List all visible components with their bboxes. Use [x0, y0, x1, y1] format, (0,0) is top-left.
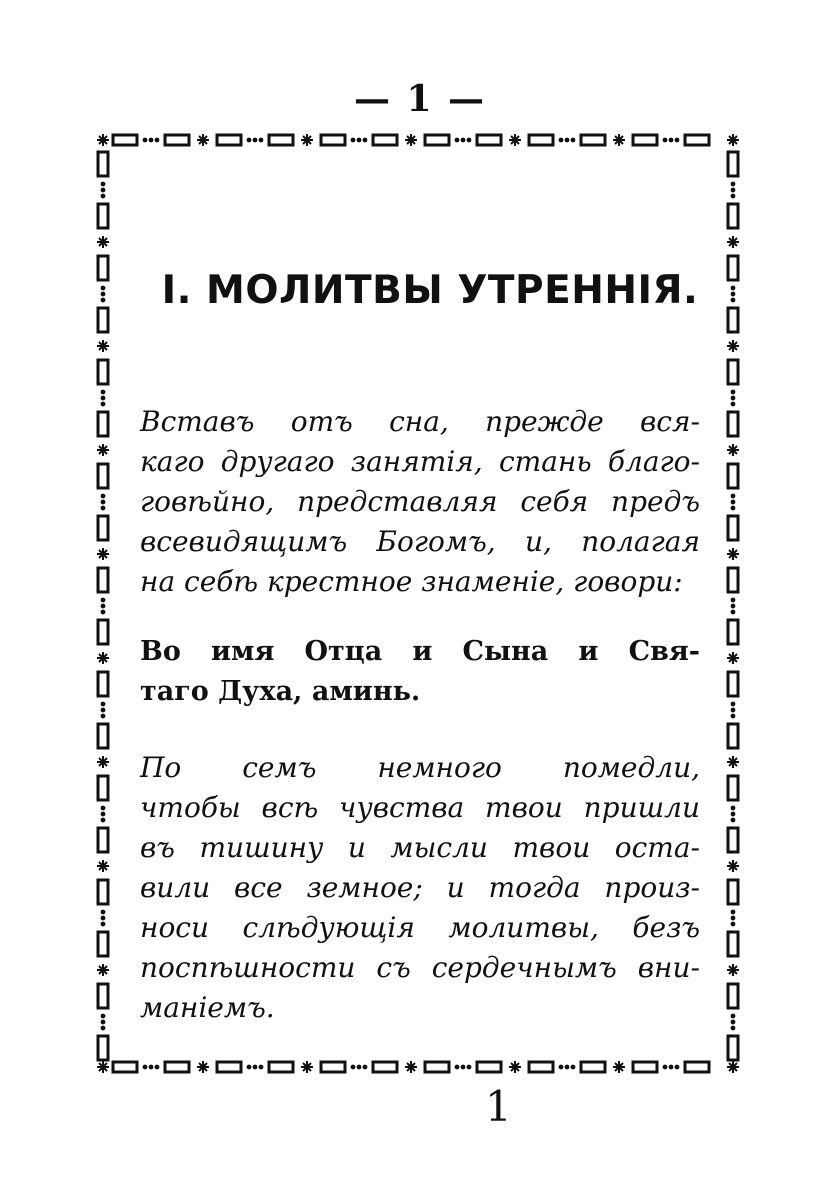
border-bar — [728, 516, 738, 540]
border-bar — [728, 724, 738, 748]
border-bar — [98, 256, 108, 280]
border-bar — [728, 1036, 738, 1060]
border-dot — [101, 818, 106, 823]
instruction-line: носи слѣдующія молитвы, безъ — [140, 911, 700, 944]
instruction-line: поспѣшности съ сердечнымъ вни- — [140, 951, 700, 984]
border-dot — [731, 286, 736, 291]
border-dot — [253, 138, 258, 143]
border-dot — [363, 1065, 368, 1070]
border-dot — [731, 506, 736, 511]
border-dot — [101, 812, 106, 817]
border-dot — [155, 138, 160, 143]
border-dot — [101, 1014, 106, 1019]
border-bar — [269, 1062, 293, 1072]
border-dot — [565, 1065, 570, 1070]
border-dot — [663, 1065, 668, 1070]
border-dot — [461, 1065, 466, 1070]
border-dot — [357, 1065, 362, 1070]
border-bar — [217, 1062, 241, 1072]
border-dot — [467, 1065, 472, 1070]
catchword: 1 — [485, 1082, 512, 1131]
border-bar — [321, 1062, 345, 1072]
border-dot — [571, 138, 576, 143]
border-bar — [728, 204, 738, 228]
border-dot — [247, 138, 252, 143]
border-bar — [98, 360, 108, 384]
border-dot — [565, 138, 570, 143]
border-bar — [98, 204, 108, 228]
border-dot — [101, 390, 106, 395]
border-dot — [149, 138, 154, 143]
border-bar — [581, 135, 605, 145]
border-bar — [373, 135, 397, 145]
border-bar — [728, 412, 738, 436]
intro-line: каго другаго занятія, стань благо- — [140, 445, 700, 478]
border-bar — [529, 1062, 553, 1072]
border-dot — [101, 494, 106, 499]
border-dot — [731, 1014, 736, 1019]
border-dot — [669, 138, 674, 143]
border-dot — [731, 812, 736, 817]
border-dot — [101, 194, 106, 199]
instruction-line: въ тишину и мысли твои оста- — [140, 831, 700, 864]
border-dot — [101, 402, 106, 407]
border-dot — [155, 1065, 160, 1070]
border-bar — [728, 672, 738, 696]
border-bar — [477, 1062, 501, 1072]
border-bar — [321, 135, 345, 145]
border-dot — [559, 138, 564, 143]
border-dot — [101, 910, 106, 915]
border-dot — [559, 1065, 564, 1070]
border-bar — [425, 135, 449, 145]
border-bar — [728, 880, 738, 904]
border-bar — [98, 828, 108, 852]
border-bar — [728, 360, 738, 384]
border-bar — [98, 516, 108, 540]
border-dot — [731, 922, 736, 927]
border-dot — [143, 138, 148, 143]
border-bar — [165, 1062, 189, 1072]
intro-line: всевидящимъ Богомъ, и, полагая — [140, 525, 700, 558]
intro-paragraph — [140, 402, 700, 602]
border-bar — [217, 135, 241, 145]
border-dot — [101, 298, 106, 303]
border-bar — [728, 256, 738, 280]
border-dot — [731, 292, 736, 297]
border-bar — [98, 724, 108, 748]
border-dot — [731, 910, 736, 915]
border-dot — [101, 708, 106, 713]
border-bar — [529, 135, 553, 145]
border-dot — [455, 138, 460, 143]
border-dot — [101, 500, 106, 505]
border-bar — [425, 1062, 449, 1072]
intro-line: Вставъ отъ сна, прежде вся- — [140, 405, 700, 438]
border-dot — [669, 1065, 674, 1070]
border-dot — [363, 138, 368, 143]
border-dot — [101, 916, 106, 921]
border-dot — [101, 396, 106, 401]
border-bar — [633, 1062, 657, 1072]
border-dot — [731, 1026, 736, 1031]
instruction-line: чтобы всѣ чувства твои пришли — [140, 791, 700, 824]
border-bar — [98, 464, 108, 488]
border-dot — [731, 494, 736, 499]
border-bar — [728, 568, 738, 592]
border-bar — [728, 152, 738, 176]
border-dot — [253, 1065, 258, 1070]
border-bar — [98, 568, 108, 592]
border-bar — [633, 135, 657, 145]
intro-line: на себѣ крестное знаменіе, говори: — [140, 565, 683, 598]
border-dot — [731, 298, 736, 303]
border-dot — [731, 702, 736, 707]
border-dot — [455, 1065, 460, 1070]
border-dot — [101, 1020, 106, 1025]
border-dot — [663, 138, 668, 143]
border-dot — [143, 1065, 148, 1070]
border-dot — [571, 1065, 576, 1070]
border-bar — [98, 880, 108, 904]
border-dot — [675, 138, 680, 143]
border-dot — [731, 390, 736, 395]
border-bar — [165, 135, 189, 145]
border-dot — [101, 188, 106, 193]
border-bar — [98, 776, 108, 800]
border-bar — [98, 672, 108, 696]
border-bar — [113, 135, 137, 145]
border-dot — [731, 818, 736, 823]
invocation-line: таго Духа, аминь. — [140, 676, 421, 707]
border-dot — [259, 138, 264, 143]
border-dot — [731, 188, 736, 193]
border-bar — [98, 932, 108, 956]
border-dot — [101, 292, 106, 297]
border-dot — [351, 138, 356, 143]
border-dot — [731, 806, 736, 811]
border-bar — [728, 464, 738, 488]
border-bar — [98, 308, 108, 332]
border-dot — [731, 396, 736, 401]
border-dot — [731, 598, 736, 603]
border-dot — [461, 138, 466, 143]
border-dot — [731, 708, 736, 713]
instruction-line: вили все земное; и тогда произ- — [140, 871, 700, 904]
border-bar — [685, 135, 709, 145]
border-dot — [101, 604, 106, 609]
instruction-line: маніемъ. — [140, 991, 275, 1024]
border-dot — [101, 1026, 106, 1031]
border-bar — [581, 1062, 605, 1072]
border-dot — [101, 702, 106, 707]
border-dot — [731, 610, 736, 615]
border-dot — [149, 1065, 154, 1070]
invocation-line: Во имя Отца и Сына и Свя- — [140, 636, 700, 667]
instruction-line: По семъ немного помедли, — [140, 751, 700, 784]
invocation-paragraph — [140, 632, 700, 712]
border-dot — [357, 138, 362, 143]
border-dot — [247, 1065, 252, 1070]
border-bar — [728, 776, 738, 800]
border-dot — [731, 500, 736, 505]
border-bar — [685, 1062, 709, 1072]
border-dot — [101, 922, 106, 927]
border-bar — [728, 932, 738, 956]
border-dot — [731, 604, 736, 609]
border-bar — [373, 1062, 397, 1072]
border-dot — [675, 1065, 680, 1070]
border-dot — [259, 1065, 264, 1070]
border-dot — [101, 598, 106, 603]
border-dot — [731, 714, 736, 719]
border-bar — [98, 620, 108, 644]
border-bar — [728, 984, 738, 1008]
border-dot — [101, 610, 106, 615]
border-bar — [728, 828, 738, 852]
border-dot — [467, 138, 472, 143]
border-bar — [269, 135, 293, 145]
border-bar — [98, 412, 108, 436]
border-bar — [728, 620, 738, 644]
border-bar — [98, 1036, 108, 1060]
border-dot — [101, 286, 106, 291]
border-bar — [113, 1062, 137, 1072]
border-bar — [98, 984, 108, 1008]
instruction-paragraph — [140, 748, 700, 1028]
page-number: — 1 — — [353, 78, 487, 120]
border-dot — [731, 1020, 736, 1025]
intro-line: говѣйно, представляя себя предъ — [140, 485, 700, 518]
border-dot — [731, 182, 736, 187]
border-dot — [101, 182, 106, 187]
border-dot — [731, 194, 736, 199]
border-dot — [351, 1065, 356, 1070]
border-dot — [731, 402, 736, 407]
section-title: I. МОЛИТВЫ УТРЕННІЯ. — [161, 268, 699, 313]
border-dot — [101, 806, 106, 811]
border-bar — [98, 152, 108, 176]
border-bar — [728, 308, 738, 332]
border-dot — [731, 916, 736, 921]
border-dot — [101, 714, 106, 719]
border-dot — [101, 506, 106, 511]
border-bar — [477, 135, 501, 145]
